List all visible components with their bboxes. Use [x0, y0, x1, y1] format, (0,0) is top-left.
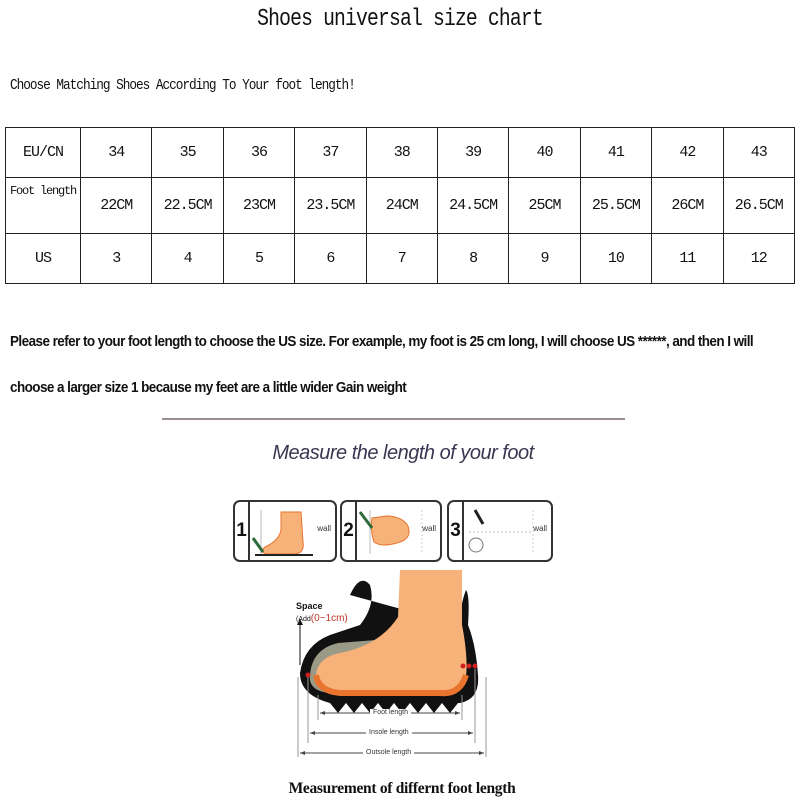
row-header-foot-length: Foot length: [6, 178, 81, 234]
size-chart-table: [5, 127, 795, 284]
step-number: 2: [342, 502, 357, 560]
table-cell: 25.5CM: [580, 178, 651, 234]
table-cell: 41: [580, 128, 651, 178]
table-cell: 38: [366, 128, 437, 178]
wall-label: wall: [533, 524, 547, 533]
subtitle: Choose Matching Shoes According To Your foot length!: [10, 77, 355, 94]
outsole-length-label: Outsole length: [363, 749, 414, 756]
space-add-prefix: (Add: [296, 616, 311, 623]
table-row-eu: [6, 128, 795, 178]
step-3-panel: [447, 500, 553, 562]
table-cell: 25CM: [509, 178, 580, 234]
step-2-panel: [340, 500, 442, 562]
measure-steps: [233, 500, 553, 560]
table-cell: 40: [509, 128, 580, 178]
step-1-panel: [233, 500, 337, 562]
table-cell: 42: [652, 128, 723, 178]
table-cell: 26CM: [652, 178, 723, 234]
table-cell: 3: [81, 234, 152, 284]
space-add-value: (0~1cm): [310, 613, 348, 624]
page-title: Shoes universal size chart: [257, 6, 543, 33]
divider: [162, 418, 625, 420]
table-cell: 39: [437, 128, 508, 178]
table-cell: 34: [81, 128, 152, 178]
table-cell: 4: [152, 234, 223, 284]
step-number: 3: [449, 502, 464, 560]
wall-label: wall: [317, 524, 331, 533]
table-cell: 11: [652, 234, 723, 284]
table-cell: 26.5CM: [723, 178, 794, 234]
table-cell: 43: [723, 128, 794, 178]
table-cell: 37: [295, 128, 366, 178]
measure-title: Measure the length of your foot: [272, 442, 534, 464]
table-cell: 10: [580, 234, 651, 284]
wall-label: wall: [422, 524, 436, 533]
table-cell: 8: [437, 234, 508, 284]
foot-length-label: Foot length: [370, 709, 411, 716]
table-cell: 5: [223, 234, 294, 284]
step-number: 1: [235, 502, 250, 560]
size-note-line-2: choose a larger size 1 because my feet are a little wider Gain weight: [10, 380, 407, 396]
table-row-foot-length: [6, 178, 795, 234]
table-cell: 35: [152, 128, 223, 178]
table-cell: 6: [295, 234, 366, 284]
table-cell: 23.5CM: [295, 178, 366, 234]
table-cell: 7: [366, 234, 437, 284]
space-label: Space: [296, 601, 323, 611]
table-cell: 24CM: [366, 178, 437, 234]
table-cell: 22.5CM: [152, 178, 223, 234]
size-note-line-1: Please refer to your foot length to choose the US size. For example, my foot is 25 cm long, I will choose US ******, and then I will: [10, 334, 754, 350]
measurement-caption: Measurement of differnt foot length: [288, 780, 516, 797]
table-cell: 24.5CM: [437, 178, 508, 234]
row-header-us: US: [6, 234, 81, 284]
table-row-us: [6, 234, 795, 284]
table-cell: 36: [223, 128, 294, 178]
table-cell: 12: [723, 234, 794, 284]
table-cell: 22CM: [81, 178, 152, 234]
space-add-label: [296, 613, 348, 624]
insole-length-label: Insole length: [366, 729, 412, 736]
table-cell: 9: [509, 234, 580, 284]
row-header-eu: EU/CN: [6, 128, 81, 178]
table-cell: 23CM: [223, 178, 294, 234]
